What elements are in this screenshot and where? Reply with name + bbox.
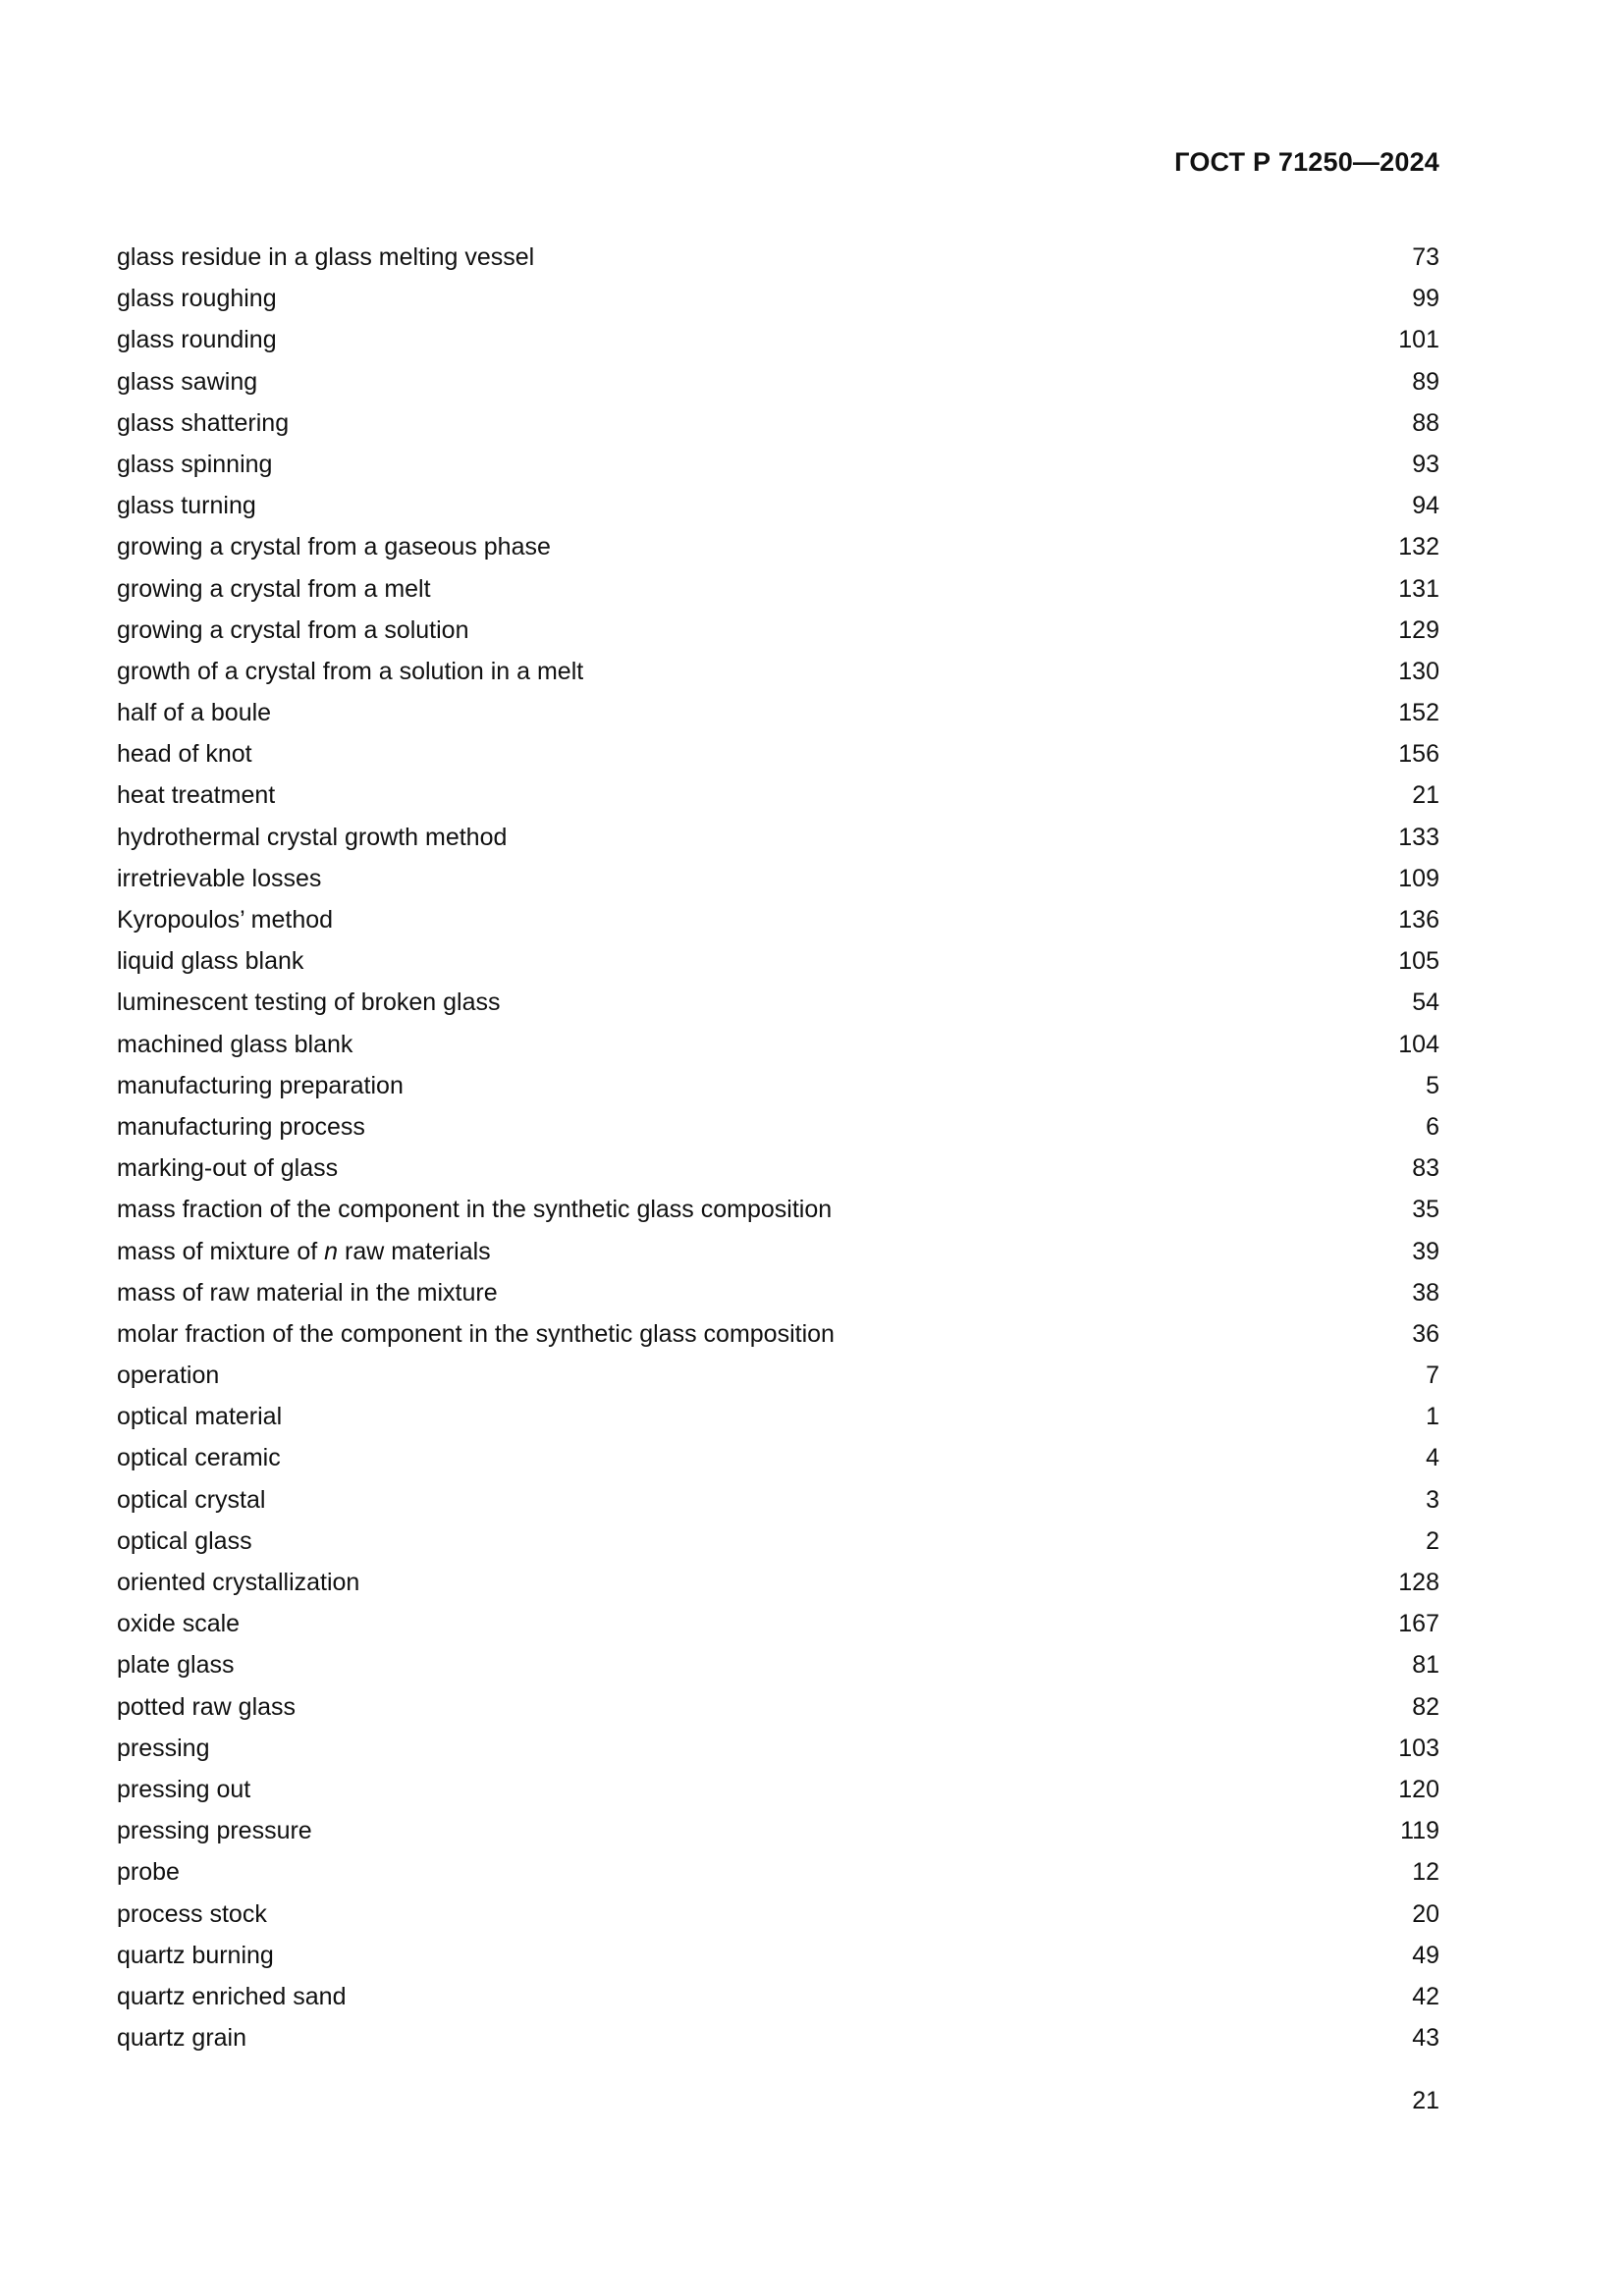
index-number: 54 bbox=[1412, 988, 1439, 1017]
index-term: manufacturing preparation bbox=[117, 1071, 404, 1099]
index-term: process stock bbox=[117, 1899, 267, 1928]
index-entry bbox=[117, 1521, 1439, 1562]
index-number: 99 bbox=[1412, 285, 1439, 313]
index-term: growing a crystal from a solution bbox=[117, 615, 469, 644]
index-number: 6 bbox=[1426, 1112, 1439, 1141]
index-entry bbox=[117, 774, 1439, 816]
index-term: optical material bbox=[117, 1403, 283, 1431]
index-number: 152 bbox=[1398, 699, 1439, 727]
index-term: quartz enriched sand bbox=[117, 1982, 347, 2010]
index-term: glass shattering bbox=[117, 408, 290, 437]
index-term: growing a crystal from a melt bbox=[117, 574, 431, 603]
page-number: 21 bbox=[1412, 2087, 1439, 2114]
index-entry bbox=[117, 1024, 1439, 1065]
index-entry bbox=[117, 1644, 1439, 1685]
index-entry bbox=[117, 1562, 1439, 1603]
index-entry bbox=[117, 1272, 1439, 1313]
index-entry bbox=[117, 1686, 1439, 1728]
index-entry bbox=[117, 610, 1439, 651]
index-number: 82 bbox=[1412, 1692, 1439, 1721]
index-number: 119 bbox=[1400, 1817, 1439, 1845]
index-number: 101 bbox=[1398, 326, 1439, 354]
index-number: 130 bbox=[1398, 657, 1439, 685]
index-number: 35 bbox=[1412, 1196, 1439, 1224]
index-number: 94 bbox=[1412, 492, 1439, 520]
index-number: 156 bbox=[1398, 740, 1439, 769]
index-entry bbox=[117, 485, 1439, 526]
index-number: 49 bbox=[1412, 1941, 1439, 1969]
index-term: glass spinning bbox=[117, 450, 273, 478]
index-term: quartz grain bbox=[117, 2024, 247, 2053]
index-term: mass of raw material in the mixture bbox=[117, 1278, 498, 1307]
index-entry bbox=[117, 1810, 1439, 1851]
index-term: oxide scale bbox=[117, 1610, 241, 1638]
index-entry bbox=[117, 1603, 1439, 1644]
index-number: 2 bbox=[1426, 1526, 1439, 1555]
index-number: 103 bbox=[1398, 1734, 1439, 1762]
index-term: mass fraction of the component in the synthetic glass composition bbox=[117, 1196, 833, 1224]
index-number: 39 bbox=[1412, 1237, 1439, 1265]
index-term: half of a boule bbox=[117, 699, 272, 727]
index-number: 12 bbox=[1412, 1858, 1439, 1887]
index-term: heat treatment bbox=[117, 781, 276, 810]
index-entry bbox=[117, 2017, 1439, 2058]
index-term: marking-out of glass bbox=[117, 1154, 339, 1183]
index-number: 109 bbox=[1398, 864, 1439, 892]
index-term: glass turning bbox=[117, 492, 256, 520]
index-term bbox=[117, 1231, 491, 1272]
index-number: 83 bbox=[1412, 1154, 1439, 1183]
index-term: growing a crystal from a gaseous phase bbox=[117, 533, 551, 561]
index-number: 38 bbox=[1412, 1278, 1439, 1307]
index-entry bbox=[117, 1189, 1439, 1230]
index-term: Kyropoulos’ method bbox=[117, 906, 334, 934]
index-entry bbox=[117, 733, 1439, 774]
index-entry bbox=[117, 568, 1439, 610]
index-term-italic: n bbox=[324, 1237, 339, 1265]
index-term: optical glass bbox=[117, 1526, 252, 1555]
index-number: 7 bbox=[1426, 1362, 1439, 1390]
index-number: 129 bbox=[1398, 615, 1439, 644]
index-entry bbox=[117, 940, 1439, 982]
index-term: operation bbox=[117, 1362, 220, 1390]
index-entry bbox=[117, 1396, 1439, 1437]
index-term: pressing out bbox=[117, 1775, 251, 1803]
index-entry bbox=[117, 1976, 1439, 2017]
index-term: irretrievable losses bbox=[117, 864, 322, 892]
index-entry bbox=[117, 1769, 1439, 1810]
term-index-list bbox=[117, 237, 1439, 2058]
index-entry bbox=[117, 237, 1439, 278]
index-term: hydrothermal crystal growth method bbox=[117, 823, 508, 851]
index-term: optical crystal bbox=[117, 1485, 266, 1514]
index-entry bbox=[117, 817, 1439, 858]
index-number: 131 bbox=[1398, 574, 1439, 603]
index-term: potted raw glass bbox=[117, 1692, 297, 1721]
index-number: 43 bbox=[1412, 2024, 1439, 2053]
index-entry bbox=[117, 1313, 1439, 1355]
index-entry bbox=[117, 1106, 1439, 1148]
index-number: 20 bbox=[1412, 1899, 1439, 1928]
index-number: 132 bbox=[1398, 533, 1439, 561]
index-number: 120 bbox=[1398, 1775, 1439, 1803]
index-term-part: raw materials bbox=[338, 1237, 491, 1265]
index-number: 88 bbox=[1412, 408, 1439, 437]
index-entry bbox=[117, 1065, 1439, 1106]
index-number: 73 bbox=[1412, 243, 1439, 271]
index-number: 133 bbox=[1398, 823, 1439, 851]
index-number: 3 bbox=[1426, 1485, 1439, 1514]
index-entry bbox=[117, 1479, 1439, 1521]
index-term: glass roughing bbox=[117, 285, 277, 313]
index-number: 105 bbox=[1398, 947, 1439, 976]
index-entry bbox=[117, 1851, 1439, 1893]
index-entry bbox=[117, 278, 1439, 319]
index-entry bbox=[117, 692, 1439, 733]
index-entry bbox=[117, 858, 1439, 899]
index-term: glass residue in a glass melting vessel bbox=[117, 243, 535, 271]
index-entry bbox=[117, 402, 1439, 444]
index-term: plate glass bbox=[117, 1651, 235, 1680]
index-entry bbox=[117, 1728, 1439, 1769]
index-entry bbox=[117, 1894, 1439, 1935]
index-number: 167 bbox=[1398, 1610, 1439, 1638]
index-entry bbox=[117, 982, 1439, 1023]
index-term: liquid glass blank bbox=[117, 947, 304, 976]
index-entry bbox=[117, 526, 1439, 567]
index-entry bbox=[117, 444, 1439, 485]
index-term: oriented crystallization bbox=[117, 1569, 360, 1596]
index-number: 81 bbox=[1412, 1651, 1439, 1680]
index-number: 93 bbox=[1412, 450, 1439, 478]
index-number: 5 bbox=[1426, 1071, 1439, 1099]
index-term: glass rounding bbox=[117, 326, 277, 354]
index-term: molar fraction of the component in the synthetic glass composition bbox=[117, 1319, 835, 1348]
index-term-part: mass of mixture of bbox=[117, 1237, 325, 1265]
index-number: 136 bbox=[1398, 906, 1439, 934]
document-header: ГОСТ Р 71250—2024 bbox=[1174, 147, 1439, 177]
index-term: growth of a crystal from a solution in a melt bbox=[117, 657, 584, 685]
index-entry bbox=[117, 1935, 1439, 1976]
index-term: pressing bbox=[117, 1734, 210, 1762]
index-entry bbox=[117, 1437, 1439, 1478]
index-number: 128 bbox=[1398, 1569, 1439, 1596]
index-term: luminescent testing of broken glass bbox=[117, 988, 501, 1017]
index-entry bbox=[117, 1231, 1439, 1272]
index-number: 42 bbox=[1412, 1982, 1439, 2010]
index-number: 36 bbox=[1412, 1319, 1439, 1348]
index-term: probe bbox=[117, 1858, 180, 1887]
index-number: 4 bbox=[1426, 1444, 1439, 1472]
index-entry bbox=[117, 319, 1439, 360]
index-term: machined glass blank bbox=[117, 1030, 353, 1058]
index-number: 104 bbox=[1398, 1030, 1439, 1058]
index-entry bbox=[117, 1148, 1439, 1189]
index-term: pressing pressure bbox=[117, 1817, 312, 1845]
index-term: quartz burning bbox=[117, 1941, 274, 1969]
index-entry bbox=[117, 1355, 1439, 1396]
index-number: 89 bbox=[1412, 367, 1439, 396]
index-term: manufacturing process bbox=[117, 1112, 365, 1141]
index-term: optical ceramic bbox=[117, 1444, 281, 1472]
index-number: 1 bbox=[1426, 1403, 1439, 1431]
index-entry bbox=[117, 361, 1439, 402]
index-entry bbox=[117, 899, 1439, 940]
index-entry bbox=[117, 651, 1439, 692]
index-number: 21 bbox=[1412, 781, 1439, 810]
index-term: head of knot bbox=[117, 740, 252, 769]
index-term: glass sawing bbox=[117, 367, 258, 396]
